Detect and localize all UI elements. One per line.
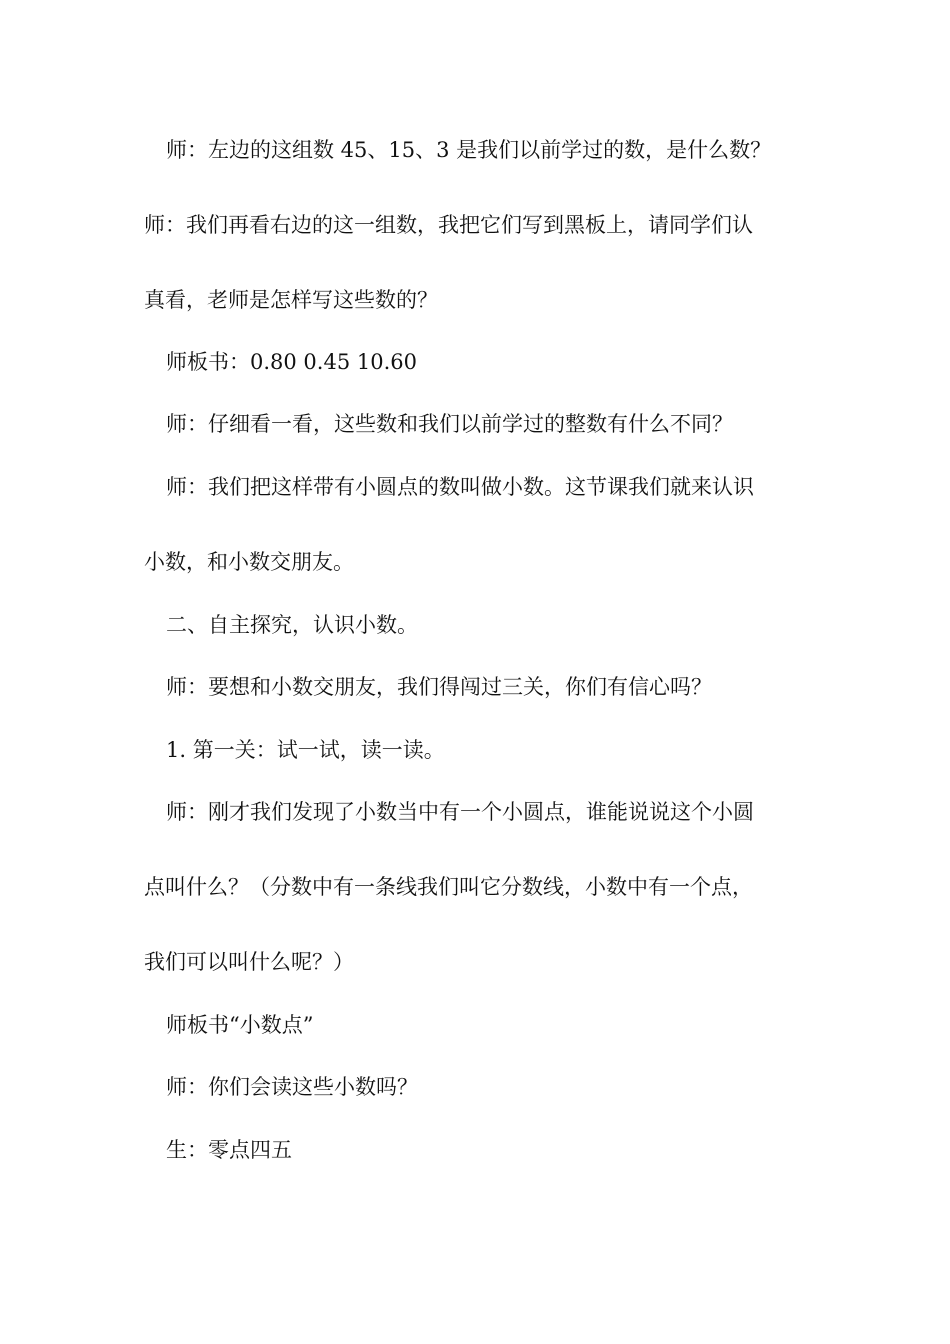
paragraph-line: 师板书“小数点” — [166, 1013, 314, 1037]
paragraph-line: 小数，和小数交朋友。 — [144, 550, 354, 574]
paragraph-line: 师板书：0.80 0.45 10.60 — [166, 350, 417, 374]
section-heading: 二、自主探究，认识小数。 — [166, 613, 418, 637]
paragraph-line: 真看，老师是怎样写这些数的？ — [144, 288, 438, 312]
paragraph-line: 点叫什么？（分数中有一条线我们叫它分数线，小数中有一个点， — [144, 875, 753, 899]
paragraph-line: 师：刚才我们发现了小数当中有一个小圆点，谁能说说这个小圆 — [166, 800, 754, 824]
paragraph-line: 生：零点四五 — [166, 1138, 292, 1162]
paragraph-line: 师：左边的这组数 45、15、3 是我们以前学过的数，是什么数？ — [166, 138, 772, 162]
paragraph-line: 师：要想和小数交朋友，我们得闯过三关，你们有信心吗？ — [166, 675, 712, 699]
paragraph-line: 师：我们把这样带有小圆点的数叫做小数。这节课我们就来认识 — [166, 475, 754, 499]
paragraph-line: 师：我们再看右边的这一组数，我把它们写到黑板上，请同学们认 — [144, 213, 753, 237]
paragraph-line: 我们可以叫什么呢？） — [144, 950, 354, 974]
paragraph-line: 师：仔细看一看，这些数和我们以前学过的整数有什么不同？ — [166, 412, 733, 436]
paragraph-line: 师：你们会读这些小数吗？ — [166, 1075, 418, 1099]
list-item: 1. 第一关：试一试，读一读。 — [166, 738, 445, 762]
